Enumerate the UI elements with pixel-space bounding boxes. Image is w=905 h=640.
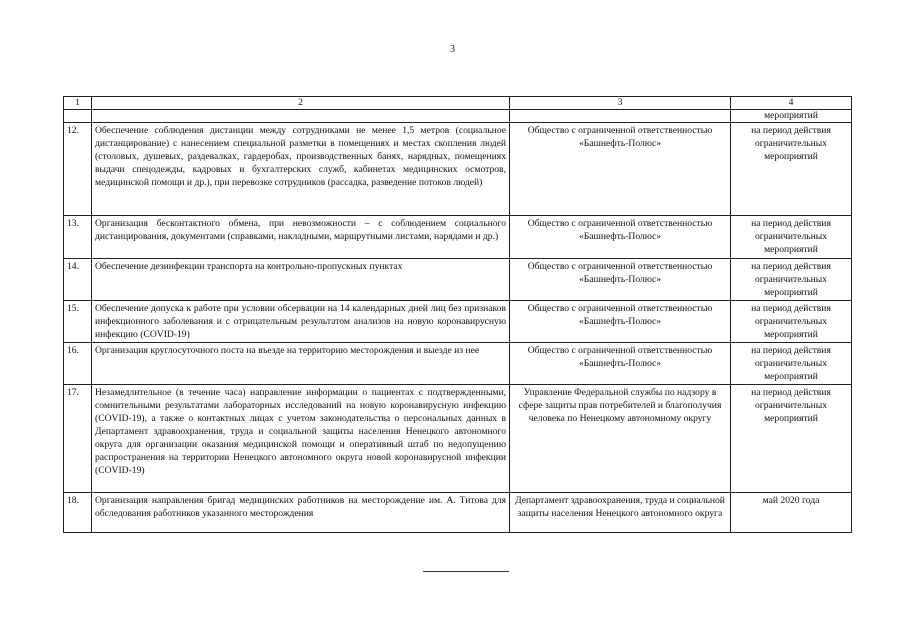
row-term: на период действия ограничительных мероприятий: [731, 216, 852, 259]
row-number: 16.: [64, 343, 92, 385]
continuation-row: [64, 110, 852, 123]
footer-divider: [423, 571, 509, 572]
row-organization: Общество с ограниченной ответственностью «Башнефть-Полюс»: [510, 123, 731, 216]
header-col-4: 4: [731, 97, 852, 110]
table-row: [64, 259, 852, 301]
row-term: на период действия ограничительных мероприятий: [731, 385, 852, 493]
header-col-3: 3: [510, 97, 731, 110]
row-organization: Департамент здравоохранения, труда и социальной защиты населения Ненецкого автономного округа: [510, 493, 731, 533]
row-number: 18.: [64, 493, 92, 533]
row-description: Незамедлительное (в течение часа) направление информации о пациентах с подтвержденными, сомнительными результатами лабораторных исследований на новую коронавирусную инфекцию (COVID-19), а также о контактных лицах с учетом законодательства о персональных данных в Департамент здравоохранения, труда и социальной защиты населения Ненецкого автономного округа для организации оказания медицинской помощи и оперативный штаб по недопущению распространения на территории Ненецкого автономного округа новой коронавирусной инфекции (COVID-19): [92, 385, 510, 493]
table-row: [64, 216, 852, 259]
row-number: 17.: [64, 385, 92, 493]
row-organization: Общество с ограниченной ответственностью «Башнефть-Полюс»: [510, 216, 731, 259]
header-col-1: 1: [64, 97, 92, 110]
row-description: Обеспечение дезинфекции транспорта на контрольно-пропускных пунктах: [92, 259, 510, 301]
table-row: [64, 301, 852, 343]
row-description: Организация направления бригад медицинских работников на месторождение им. А. Титова для обследования работников указанного месторождения: [92, 493, 510, 533]
row-number: 14.: [64, 259, 92, 301]
row-number: 15.: [64, 301, 92, 343]
row-organization: Общество с ограниченной ответственностью «Башнефть-Полюс»: [510, 343, 731, 385]
continuation-org: [510, 110, 731, 123]
page-number: 3: [450, 44, 455, 55]
row-term: май 2020 года: [731, 493, 852, 533]
table-header-row: [64, 97, 852, 110]
measures-table: [63, 96, 852, 533]
table-row: [64, 385, 852, 493]
row-description: Обеспечение допуска к работе при условии обсервации на 14 календарных дней лиц без признаков инфекционного заболевания и с отрицательным результатом анализов на новую коронавирусную инфекцию (COVID-19): [92, 301, 510, 343]
row-term: на период действия ограничительных мероприятий: [731, 259, 852, 301]
continuation-term: мероприятий: [731, 110, 852, 123]
row-organization: Общество с ограниченной ответственностью «Башнефть-Полюс»: [510, 259, 731, 301]
row-organization: Общество с ограниченной ответственностью «Башнефть-Полюс»: [510, 301, 731, 343]
row-term: на период действия ограничительных мероприятий: [731, 343, 852, 385]
row-description: Обеспечение соблюдения дистанции между сотрудниками не менее 1,5 метров (социальное дистанцирование) с нанесением специальной разметки в помещениях и местах скопления людей (столовых, душевых, раздевалках, гардеробах, производственных банях, нарядных, помещениях выдачи спецодежды, кадровых и бухгалтерских служб, кабинетах медицинских осмотров, медицинской помощи и др.), при перевозке сотрудников (рассадка, разведение потоков людей): [92, 123, 510, 216]
table-row: [64, 123, 852, 216]
row-organization: Управление Федеральной службы по надзору в сфере защиты прав потребителей и благополучия человека по Ненецкому автономному округу: [510, 385, 731, 493]
row-number: 12.: [64, 123, 92, 216]
table-row: [64, 493, 852, 533]
row-number: 13.: [64, 216, 92, 259]
row-description: Организация круглосуточного поста на въезде на территорию месторождения и выезде из нее: [92, 343, 510, 385]
header-col-2: 2: [92, 97, 510, 110]
continuation-num: [64, 110, 92, 123]
continuation-desc: [92, 110, 510, 123]
row-description: Организация бесконтактного обмена, при невозможности – с соблюдением социального дистанцирования, документами (справками, накладными, маршрутными листами, нарядами и др.): [92, 216, 510, 259]
row-term: на период действия ограничительных мероприятий: [731, 123, 852, 216]
row-term: на период действия ограничительных мероприятий: [731, 301, 852, 343]
table-row: [64, 343, 852, 385]
